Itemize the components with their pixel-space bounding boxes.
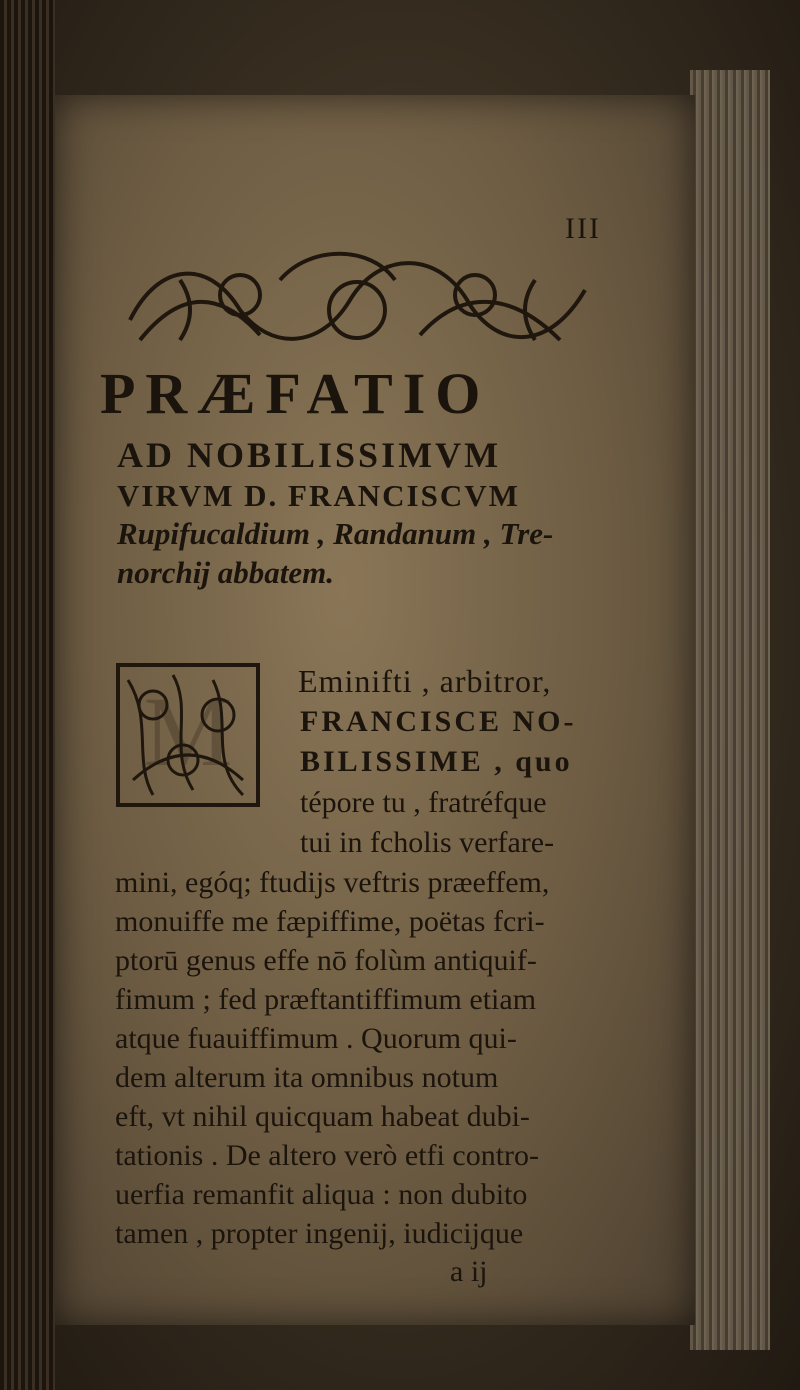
preface-heading: PRÆFATIO [100,361,491,426]
fore-edge [690,70,770,1350]
initial-line-2: FRANCISCE NO- [300,705,577,738]
headpiece-ornament [120,250,595,360]
initial-line-5: tui in fcholis verfare- [300,826,555,859]
body-line-2: monuiffe me fæpiffime, poëtas fcri- [115,905,545,938]
initial-line-1: Eminifti , arbitror, [298,663,552,699]
dedication-line-3: Rupifucaldium , Randanum , Tre- [117,516,554,551]
dedication-line-2: VIRVM D. FRANCISCVM [117,478,520,513]
body-line-4: fimum ; fed præftantiffimum etiam [115,983,537,1016]
initial-line-3: BILISSIME , quo [300,745,573,778]
body-line-1: mini, egóq; ftudijs veftris præeffem, [115,866,550,899]
left-page-edges [0,0,55,1390]
dedication-line-1: AD NOBILISSIMVM [117,435,502,475]
body-line-3: ptorū genus effe nō folùm antiquif- [115,944,537,977]
catchword: a ij [450,1255,488,1288]
body-line-10: tamen , propter ingenij, iudicijque [115,1217,524,1250]
svg-text:M: M [143,676,233,787]
dedication-line-4: norchij abbatem. [117,555,335,590]
body-line-7: eft, vt nihil quicquam habeat dubi- [115,1100,530,1133]
body-line-9: uerfia remanfit aliqua : non dubito [115,1178,528,1211]
body-line-5: atque fuauiffimum . Quorum qui- [115,1022,517,1055]
initial-line-4: tépore tu , fratréfque [300,786,547,819]
body-line-6: dem alterum ita omnibus notum [115,1061,499,1094]
body-line-8: tationis . De altero verò etfi contro- [115,1139,540,1172]
page-number: III [565,212,601,245]
decorated-initial [113,660,263,810]
